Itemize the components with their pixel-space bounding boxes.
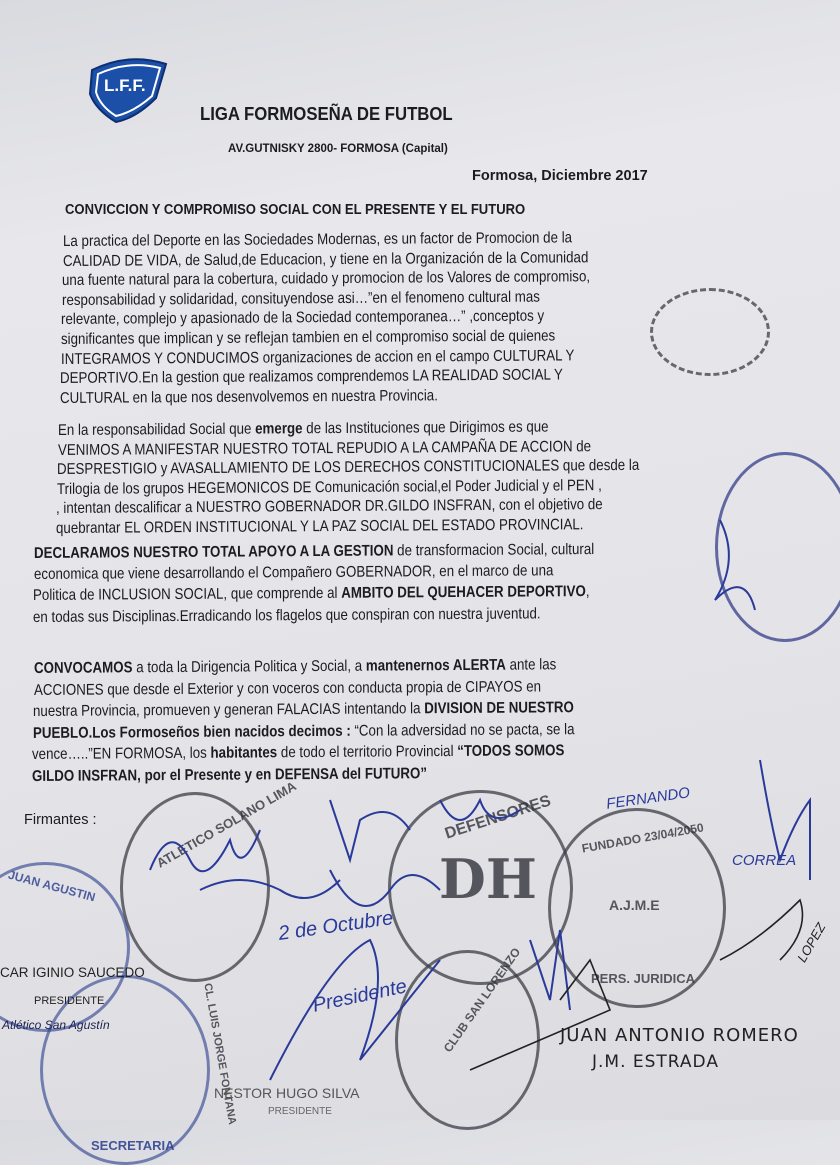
handwritten-date: 2 de Octubre [276,907,395,945]
text-segment: , [586,583,590,601]
text-line [60,367,563,389]
bold-text: AMBITO DEL QUEHACER DEPORTIVO [341,583,587,603]
text-segment: ACCIONES que desde el Exterior y con voceros con conducta propia de CIPAYOS en [33,677,541,699]
text-segment: INTEGRAMOS Y CONDUCIMOS organizaciones de accion en el campo CULTURAL Y [60,346,575,368]
text-segment: significantes que implican y se reflejan tambien en el compromiso social de quienes [60,327,556,348]
text-segment: responsabilidad y solidaridad, consituyendose asi…”en el fenomeno cultural mas [61,288,540,309]
text-segment: una fuente natural para la cobertura, cuidado y promocion de los Valores de compromiso, [62,268,591,290]
text-segment: En la responsabilidad Social que [57,420,256,439]
stamp-text: SECRETARIA [91,1138,175,1153]
text-segment: Trilogia de los grupos HEGEMONICOS DE Comunicación social,el Poder Judicial y el PEN , [56,476,602,498]
bold-text: CONVOCAMOS [33,659,133,677]
text-line [61,347,574,369]
document-title: LIGA FORMOSEÑA DE FUTBOL [200,104,453,124]
stamp-text: CLUB SAN LORENZO [440,945,524,1055]
text-segment: DESPRESTIGIO y AVASALLAMIENTO DE LOS DERECHOS CONSTITUCIONALES que desde la [57,457,640,479]
date: Formosa, Diciembre 2017 [472,168,648,184]
text-line [61,327,555,349]
lff-logo [86,54,172,124]
text-segment: VENIMOS A MANIFESTAR NUESTRO TOTAL REPUDIO A LA CAMPAÑA DE ACCION de [57,437,591,459]
text-segment: de transformacion Social, cultural [393,541,595,560]
bold-text: “TODOS SOMOS [457,742,565,761]
bold-text: PUEBLO.Los Formoseños bien nacidos decimos : [32,722,351,742]
stamp-text: PERS. JURIDICA [591,971,696,986]
text-segment: CULTURAL en la que nos desenvolvemos en nuestra Provincia. [59,387,438,407]
text-segment: de todo el territorio Provincial [277,743,458,762]
text-segment: quebrantar EL ORDEN INSTITUCIONAL Y LA PAZ SOCIAL DEL ESTADO PROVINCIAL. [55,516,584,537]
text-line [58,419,549,440]
text-line [32,743,564,765]
bold-text: habitantes [210,744,278,763]
text-line [56,516,584,538]
handwritten-name: CORREA [732,852,797,869]
bold-text: emerge [255,420,303,438]
handwritten-name: LOPEZ [794,920,829,965]
text-segment: a toda la Dirigencia Politica y Social, a [132,657,366,677]
text-line [58,438,591,460]
text-segment: relevante, complejo y apasionado de la Sociedad contemporanea…” ,conceptos y [61,307,545,329]
logo-text: L.F.F. [104,76,146,95]
text-line [34,656,556,678]
text-segment: nuestra Provincia, promueven y generan FALACIAS intentando la [33,700,425,721]
signatory-name: NESTOR HUGO SILVA [214,1085,360,1101]
stamp-text: FUNDADO 23/04/2050 [580,820,705,856]
text-line [33,605,541,627]
signatory-name: CAR IGINIO SAUCEDO [0,965,145,980]
signatories-label: Firmantes : [24,812,97,828]
text-segment: ante las [505,656,557,674]
stamp-club-top-right [650,288,770,376]
text-segment: , intentan descalificar a NUESTRO GOBERNADOR DR.GILDO INSFRAN, con el objetivo de [56,496,604,518]
signatory-name: JUAN ANTONIO ROMERO [560,1025,799,1046]
text-line [32,765,427,786]
handwritten-role: Presidente [310,975,409,1017]
signatory-role: PRESIDENTE [34,995,105,1007]
stamp-monogram: DH [439,847,537,911]
text-line [34,541,594,563]
bold-text: mantenernos ALERTA [365,656,506,675]
stamp-text: JUAN AGUSTIN [6,867,97,905]
stamp-text: DEFENSORES [442,792,554,843]
bold-text: DECLARAMOS NUESTRO TOTAL APOYO A LA GESTION [33,542,394,562]
handwritten-name: FERNANDO [605,784,691,813]
text-line [63,249,588,271]
text-line [57,457,639,479]
text-segment: “Con la adversidad no se pacta, se la [350,720,575,740]
stamp-atletico-solano [120,778,299,982]
bold-text: DIVISION DE NUESTRO [424,699,575,718]
stamp-text: A.J.M.E [609,897,660,913]
text-line [34,678,541,700]
text-segment: La practica del Deporte en las Sociedades Modernas, es un factor de Promocion de la [62,229,573,250]
text-line [56,497,603,519]
signatory-role: PRESIDENTE [268,1106,332,1117]
text-segment: economica que viene desarrollando el Compañero GOBERNADOR, en el marco de una [33,562,554,584]
text-segment: en todas sus Disciplinas.Erradicando los flagelos que conspiran con nuestra juventud. [32,604,541,626]
section-heading: CONVICCION Y COMPROMISO SOCIAL CON EL PRESENTE Y EL FUTURO [65,202,526,218]
text-line [60,387,438,408]
text-line [61,308,544,329]
text-line [33,583,590,605]
text-segment: DEPORTIVO.En la gestion que realizamos comprendemos LA REALIDAD SOCIAL Y [60,366,564,388]
text-segment: de las Instituciones que Dirigimos es que [302,418,549,438]
text-line [33,721,575,743]
signatory-club: Atlético San Agustín [2,1018,110,1032]
text-segment: vence…..”EN FORMOSA, los [32,745,211,764]
text-line [33,699,574,721]
text-line [62,288,540,309]
stamp-club-right [715,452,840,642]
text-line [62,268,590,290]
stamp-club-san-lorenzo [395,945,540,1130]
address: AV.GUTNISKY 2800- FORMOSA (Capital) [228,143,448,155]
stamp-text: CL. LUIS JORGE FONTANA [201,982,239,1126]
text-line [63,229,572,251]
text-segment: CALIDAD DE VIDA, de Salud,de Educacion, y tiene en la Organización de la Comunidad [62,248,588,270]
bold-text: GILDO INSFRAN, por el Presente y en DEFENSA del FUTURO” [31,765,428,785]
text-line [57,477,602,499]
stamp-text: ATLETICO SOLANO LIMA [153,778,299,871]
stamp-ajme [548,808,726,1008]
text-segment: Politica de INCLUSION SOCIAL, que comprende al [33,585,342,605]
signatory-club: J.M. ESTRADA [592,1052,719,1072]
text-line [34,562,553,584]
